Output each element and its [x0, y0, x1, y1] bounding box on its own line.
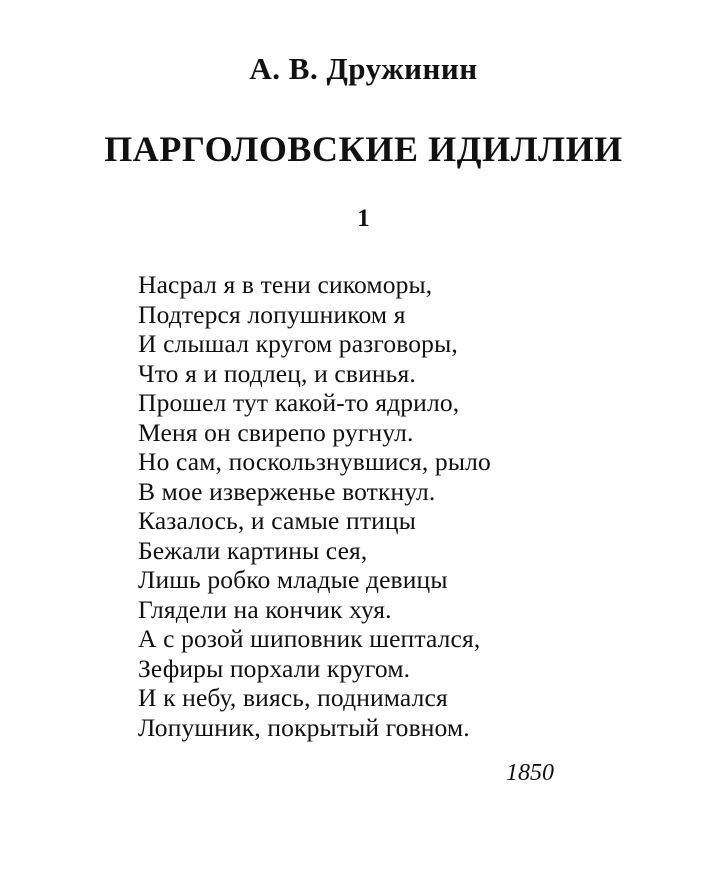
poem-line: Бежали картины сея,: [138, 535, 368, 565]
poem-line: И к небу, виясь, поднимался: [138, 683, 448, 712]
poem-line: В мое изверженье воткнул.: [138, 476, 436, 506]
poem-line: Зефиры порхали кругом.: [138, 653, 411, 683]
poem-line: Что я и подлец, и свинья.: [138, 358, 416, 388]
poem-line: Но сам, поскользнувшися, рыло: [138, 447, 491, 476]
poem-body: [138, 270, 491, 742]
poem-line: Лишь робко младые девицы: [138, 565, 448, 594]
author-name: А. В. Дружинин: [249, 51, 478, 86]
poem-year: 1850: [506, 760, 554, 786]
poem-line: Подтерся лопушником я: [138, 299, 406, 329]
poem-line: Прошел тут какой-то ядрило,: [138, 388, 460, 417]
poem-title: ПАРГОЛОВСКИЕ ИДИЛЛИИ: [104, 129, 623, 169]
poem-line: Насрал я в тени сикоморы,: [138, 270, 433, 299]
section-number: 1: [357, 205, 370, 232]
poem-line: Лопушник, покрытый говном.: [138, 712, 470, 742]
poem-line: Глядели на кончик хуя.: [138, 594, 392, 624]
poem-line: Меня он свирепо ругнул.: [138, 417, 414, 447]
poem-line: А с розой шиповник шептался,: [138, 624, 481, 653]
poem-line: Казалось, и самые птицы: [138, 506, 417, 535]
poem-line: И слышал кругом разговоры,: [138, 329, 458, 358]
